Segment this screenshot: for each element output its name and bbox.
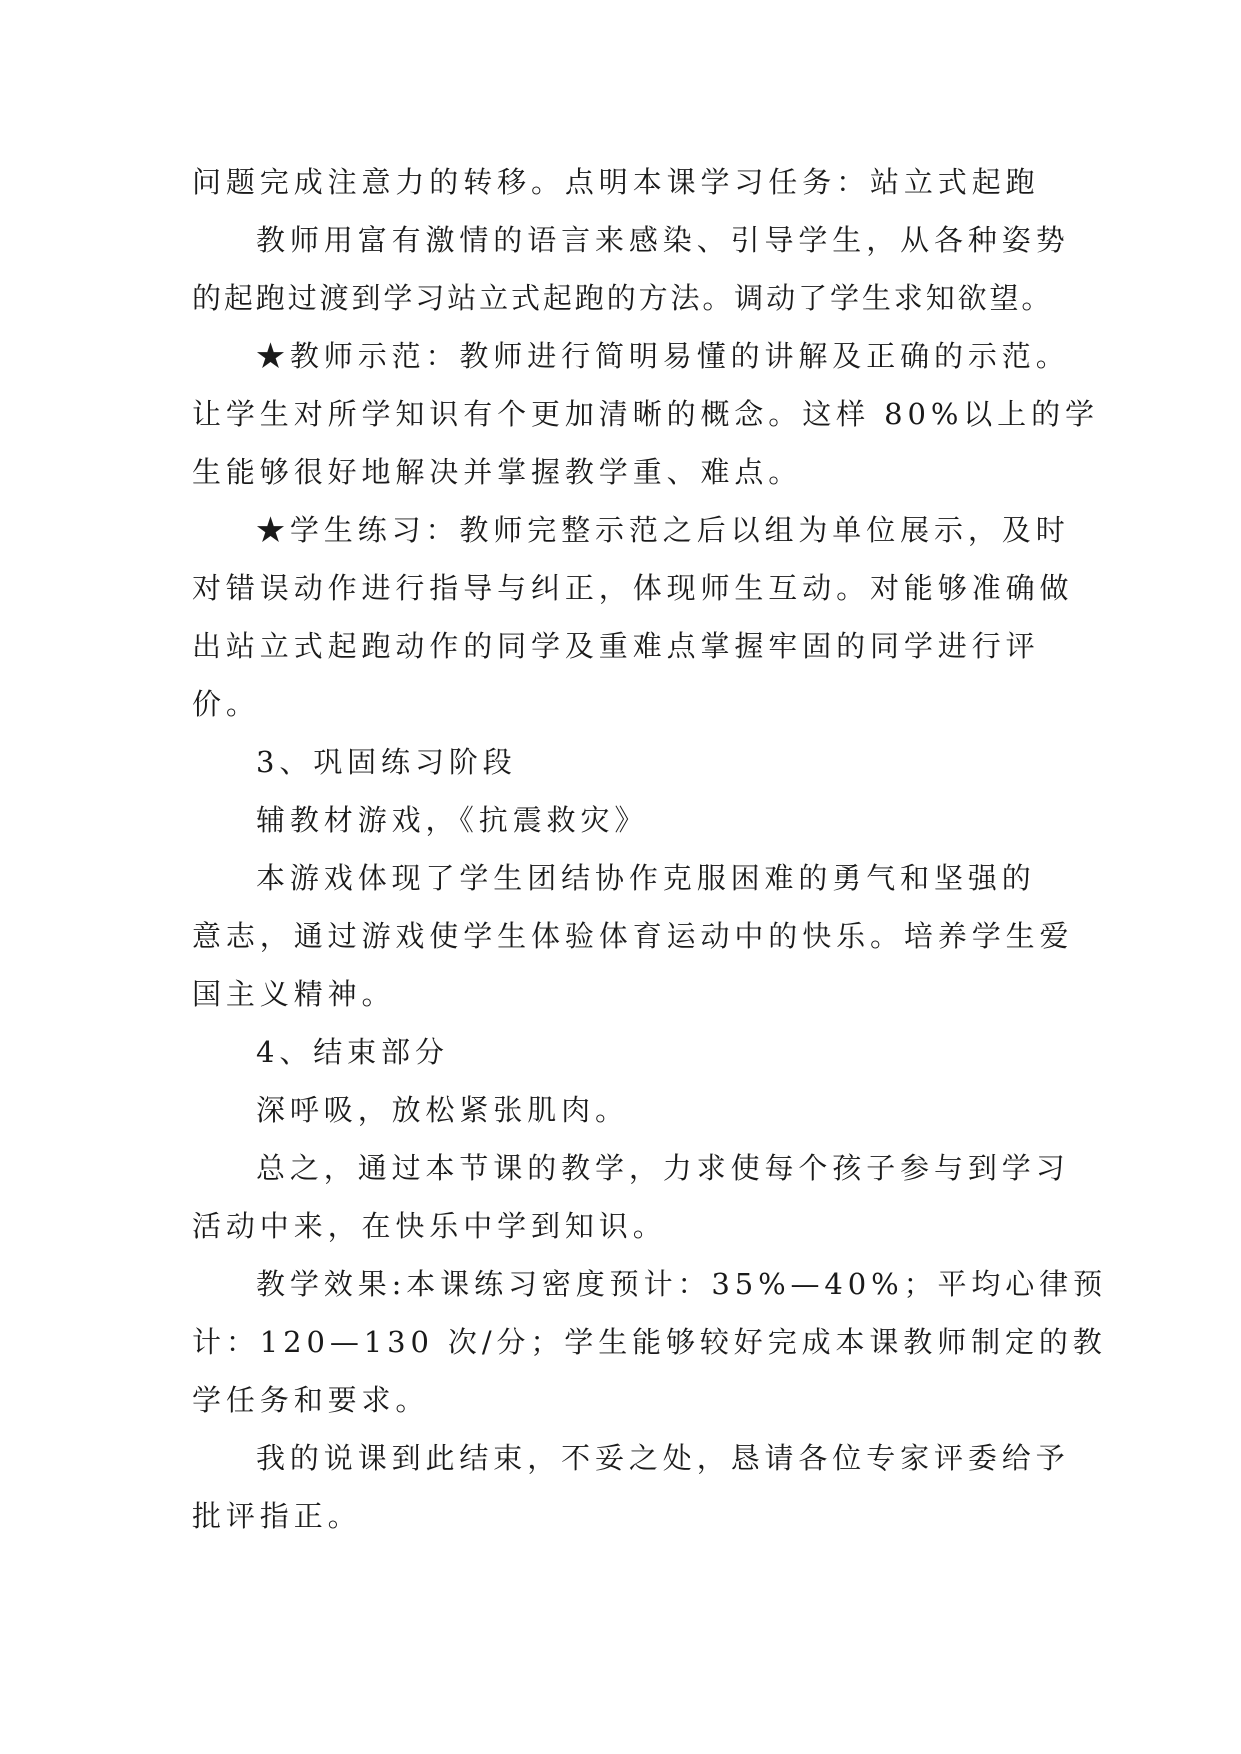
text-line: 本游戏体现了学生团结协作克服困难的勇气和坚强的 — [256, 861, 1036, 895]
text-line: 出站立式起跑动作的同学及重难点掌握牢固的同学进行评 — [192, 629, 1040, 663]
text-line: 让学生对所学知识有个更加清晰的概念。这样 80%以上的学 — [192, 397, 1099, 431]
text-line: 教学效果:本课练习密度预计：35%—40%；平均心律预 — [256, 1267, 1107, 1301]
text-line: 活动中来，在快乐中学到知识。 — [192, 1209, 667, 1243]
text-line: 计：120—130 次/分；学生能够较好完成本课教师制定的教 — [192, 1325, 1107, 1359]
text-line: 学任务和要求。 — [192, 1383, 430, 1417]
text-line: ★教师示范：教师进行简明易懂的讲解及正确的示范。 — [256, 339, 1070, 373]
text-line: 国主义精神。 — [192, 977, 396, 1011]
text-line: 生能够很好地解决并掌握教学重、难点。 — [192, 455, 803, 489]
text-line: 辅教材游戏，《抗震救灾》 — [256, 803, 649, 837]
text-line: 价。 — [192, 687, 260, 721]
text-line: 我的说课到此结束，不妥之处，恳请各位专家评委给予 — [256, 1441, 1070, 1475]
text-line: ★学生练习：教师完整示范之后以组为单位展示，及时 — [256, 513, 1070, 547]
text-line: 批评指正。 — [192, 1499, 362, 1533]
text-line: 问题完成注意力的转移。点明本课学习任务：站立式起跑 — [192, 165, 1040, 199]
text-line: 深呼吸，放松紧张肌肉。 — [256, 1093, 629, 1127]
text-line: 教师用富有激情的语言来感染、引导学生，从各种姿势 — [256, 223, 1070, 257]
text-line: 对错误动作进行指导与纠正，体现师生互动。对能够准确做 — [192, 571, 1074, 605]
text-line: 的起跑过渡到学习站立式起跑的方法。调动了学生求知欲望。 — [192, 281, 1054, 315]
text-line: 总之，通过本节课的教学，力求使每个孩子参与到学习 — [256, 1151, 1070, 1185]
section-heading: 4、结束部分 — [256, 1035, 449, 1069]
text-line: 意志，通过游戏使学生体验体育运动中的快乐。培养学生爱 — [192, 919, 1074, 953]
section-heading: 3、巩固练习阶段 — [256, 745, 517, 779]
